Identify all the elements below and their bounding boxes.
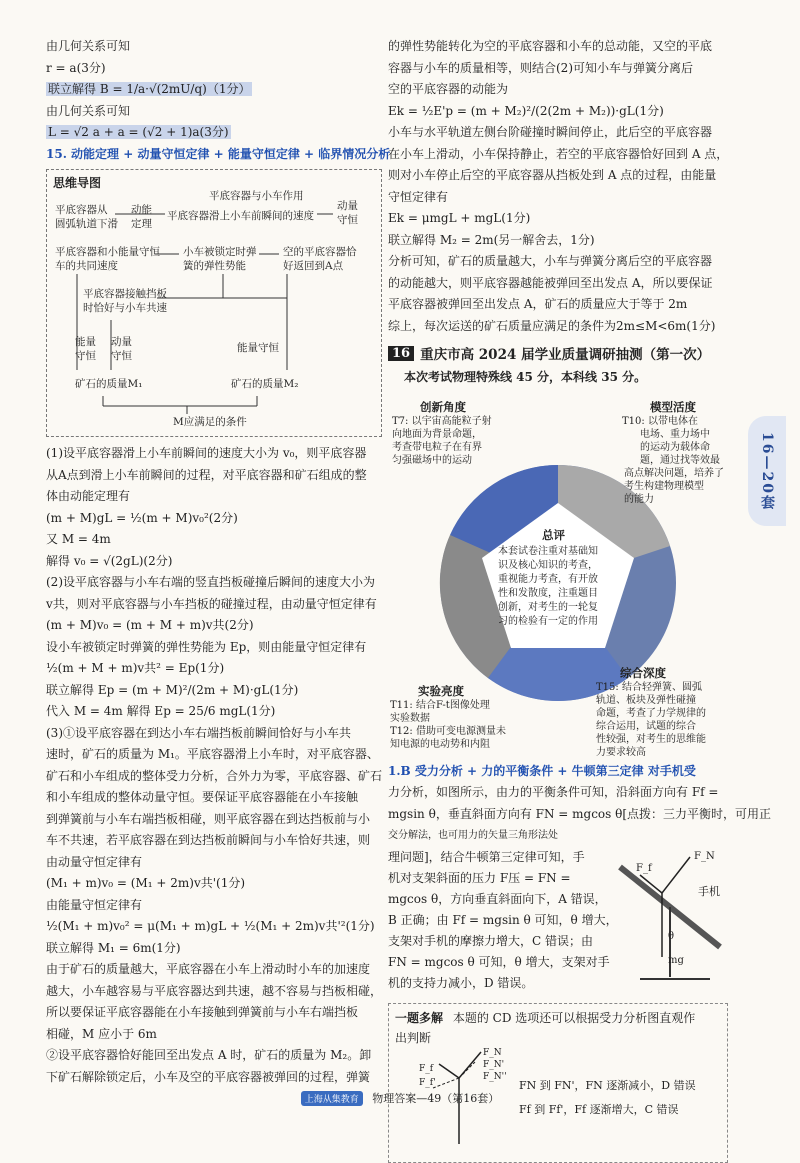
wheel-text: 习的检验有一定的作用 [498,615,598,627]
wheel-text: 电场、重力场中 [640,428,710,440]
wheel-text: 考生构建物理模型 [624,480,704,492]
mm-node: 守恒 [75,350,96,362]
text-line: 设小车被锁定时弹簧的弹性势能为 Ep，则由能量守恒定律有 [46,639,367,654]
alternative-solution-box [388,1003,728,1163]
wheel-text: 命题，考查了力学规律的 [596,707,706,719]
footer-text: 物理答案—49（第16套） [372,1092,500,1105]
text-line: 容器与小车的质量相等，则结合(2)可知小车与弹簧分离后 [388,60,694,75]
wheel-text: 性较强，对考生的思维能 [596,733,706,745]
mind-map-arrows [47,170,383,436]
equation: Ek = μmgL + mgL(1分) [388,211,531,225]
vec-label: F_f' [419,1077,436,1088]
wheel-text: 综合运用，试题的综合 [596,720,696,732]
mind-map-title: 思维导图 [53,176,102,190]
vec-label: F_N' [483,1059,505,1070]
equation: ½(M₁ + m)v₀² = μ(M₁ + m)gL + ½(M₁ + 2m)v共'²(1分) [46,919,375,933]
label-theta: θ [668,930,675,942]
text-line: (2)设平底容器与小车右端的竖直挡板碰撞后瞬间的速度大小为 [46,575,376,589]
text-line: 支架对手机的摩擦力增大，C 错误；由 [388,933,593,948]
mind-map [46,169,382,437]
wheel-text: 向地面为背景命题， [392,428,482,440]
wheel-text: 题，通过找等效最 [640,454,720,466]
label-ff: F_f [636,862,652,874]
left-column [46,36,391,1088]
tip-line: 交分解法，也可用力的矢量三角形法处 [388,830,558,841]
label-fn: F_N [694,850,715,862]
text-line: 机对支架斜面的压力 F压 = FN = [388,870,571,885]
text-line [46,122,382,144]
wheel-label-innovation: 创新角度 [420,399,466,414]
wheel-label-model: 模型活度 [650,399,696,414]
text-line: 从A点到滑上小车前瞬间的过程，对平底容器和矿石组成的整 [46,467,367,482]
mm-node: 平底容器和小能量守恒 [55,246,160,258]
text-line: (3)①设平底容器在到达小车右端挡板前瞬间恰好与小车共 [46,725,352,740]
text-line: 守恒定律有 [388,189,449,204]
text-line: 下矿石解除锁定后，小车及空的平底容器被弹回的过程，弹簧 [46,1069,371,1084]
wheel-text: 知电源的电动势和内阻 [390,738,490,750]
highlight-formula: 联立解得 B = 1/a·√(2mU/q)（1分） [48,82,251,96]
text-line: 在小车上滑动，小车保持静止，若空的平底容器恰好回到 A 点， [388,146,729,161]
mm-node: 动能 [131,204,152,216]
text-line: 相碰，M 应小于 6m [46,1026,157,1041]
text-line [46,79,382,101]
text-line: 由于矿石的质量越大，平底容器在小车上滑动时小车的加速度 [46,962,371,976]
publisher-logo: 上海从集教育 [301,1091,363,1106]
equation: 解得 v₀ = √(2gL)(2分) [46,553,173,568]
text-line: (1)设平底容器滑上小车前瞬间的速度大小为 v₀，则平底容器 [46,446,367,460]
text-line: ②设平底容器恰好能回至出发点 A 时，矿石的质量为 M₂。卸 [46,1048,372,1062]
text-line: 由动量守恒定律有 [46,854,143,869]
wheel-label-experiment: 实验亮度 [418,683,464,698]
wheel-text: 考查带电粒子在有界 [392,441,482,453]
mm-node: 矿石的质量M₁ [75,378,143,390]
text-line: 分析可知，矿石的质量越大，小车与弹簧分离后空的平底容器 [388,254,713,268]
answer-1-title: 1.B 受力分析 + 力的平衡条件 + 牛顿第三定律 对手机受 [388,763,696,778]
wheel-text: 轨道、板块及弹性碰撞 [596,694,696,706]
wheel-text: 本套试卷注重对基础知 [498,545,598,557]
text-line: 由几何关系可知 [46,103,131,118]
wheel-text: 的能力 [624,493,654,505]
text-line: 由几何关系可知 [46,39,131,53]
equation: 又 M = 4m [46,532,111,546]
equation: 代入 M = 4m 解得 Ep = 25/6 mgL(1分) [46,704,276,718]
wheel-text: 的运动为载体命 [640,441,710,453]
side-tab-label: 16—20套 [759,431,775,511]
wheel-text: T12: 借助可变电源测量未 [390,725,506,737]
wheel-text: 高点解决问题，培养了 [624,467,724,479]
mm-node: 动量 [111,336,132,348]
mm-node: 小车被锁定时弹 [183,246,257,258]
wheel-text: 实验数据 [390,712,430,724]
text-line: 矿石和小车组成的整体受力分析，合外力为零，平底容器、矿石 [46,768,383,783]
wheel-label-depth: 综合深度 [620,665,666,680]
mm-node: 矿石的质量M₂ [231,378,299,390]
text-line: 由能量守恒定律有 [46,897,143,912]
text-line: r = a(3分) [46,60,106,75]
text-line: 和小车组成的整体动量守恒。要保证平底容器能在小车接触 [46,790,359,804]
mm-node: 动量 [337,200,358,212]
label-phone: 手机 [698,884,720,898]
text-line: 体由动能定理有 [46,489,131,503]
wheel-text: T11: 结合F-t图像处理 [390,699,490,711]
conclusion-line: 综上，每次运送的矿石质量应满足的条件为2m≤M<6m(1分) [388,318,716,333]
text-line: 的动能越大，则平底容器越能被弹回至出发点 A，所以要保证 [388,275,713,290]
text-line: mgsin θ，垂直斜面方向有 FN = mgcos θ[点拨：三力平衡时，可用正 [388,806,772,821]
equation: Ek = ½E'p = (m + M₂)²/(2(2m + M₂))·gL(1分) [388,103,664,118]
mm-node: 守恒 [337,214,358,226]
section-subtitle: 本次考试物理特殊线 45 分，本科线 35 分。 [404,370,647,384]
vec-label: F_N [483,1047,502,1058]
text-line: 小车与水平轨道左侧台阶碰撞时瞬间停止，此后空的平底容器 [388,125,713,139]
mm-node: 平底容器滑上小车前瞬间的速度 [167,210,314,222]
text-line: 越大，小车越容易与平底容器达到共速，越不容易与挡板相碰， [46,983,383,998]
mm-node: 平底容器与小车作用 [209,190,304,202]
mm-node: 车的共同速度 [55,260,118,272]
q1-block [388,847,728,997]
mm-node: 守恒 [111,350,132,362]
equation: 联立解得 Ep = (m + M)²/(2m + M)·gL(1分) [46,682,299,697]
wheel-text: 匀强磁场中的运动 [392,454,472,466]
vec-label: F_f [419,1063,434,1074]
text-line: mgcos θ，方向垂直斜面向下，A 错误， [388,891,607,906]
equation: ½(m + M + m)v共² = Ep(1分) [46,661,225,675]
phone-force-diagram [610,847,730,987]
mm-node: 空的平底容器恰 [283,246,357,258]
alt-text: 出判断 [395,1030,432,1045]
review-wheel [388,393,728,761]
section-number: 16 [388,346,414,361]
section-title: 重庆市高 2024 届学业质量调研抽测（第一次） [420,347,711,363]
page-footer [0,1090,800,1106]
text-line: 则对小车停止后空的平底容器从挡板处到 A 点的过程，由能量 [388,168,717,182]
label-mg: mg [668,954,684,966]
question-15-title: 15. 动能定理 + 动量守恒定律 + 能量守恒定律 + 临界情况分析 [46,146,391,161]
vec-label: F_N'' [483,1071,507,1082]
mm-node: 平底容器从 [55,204,108,216]
side-tab [748,416,786,526]
section-header [388,343,728,363]
mm-node: 能量 [75,336,96,348]
text-line: 空的平底容器的动能为 [388,82,509,96]
text-line: 平底容器被弹回至出发点 A，矿石的质量应大于等于 2m [388,297,688,311]
equation: 联立解得 M₂ = 2m(另一解舍去，1分) [388,232,595,247]
equation: 联立解得 M₁ = 6m(1分) [46,940,181,955]
alt-title: 一题多解 [395,1010,444,1025]
alt-note: Ff 到 Ff'，Ff 逐渐增大，C 错误 [519,1102,679,1116]
text-line: FN = mgcos θ 可知，θ 增大，支架对手 [388,954,610,969]
equation: (m + M)gL = ½(m + M)v₀²(2分) [46,510,238,525]
wheel-label-summary: 总评 [542,527,565,542]
text-line: 车不共速，若平底容器在到达挡板前瞬间与小车恰好共速，则 [46,833,371,847]
wheel-text: T10: 以带电体在 [622,415,698,427]
text-line: 速时，矿石的质量为 M₁。平底容器滑上小车时，对平底容器、 [46,747,379,761]
equation: (M₁ + m)v₀ = (M₁ + 2m)v共'(1分) [46,876,246,890]
mm-node: 平底容器接触挡板 [83,288,167,300]
wheel-text: 识及核心知识的考查， [498,559,598,571]
text-line: 机的支持力减小，D 错误。 [388,975,534,990]
wheel-text: 力要求较高 [596,746,646,758]
mm-node: 簧的弹性势能 [183,260,246,272]
mm-node: M应满足的条件 [173,416,247,428]
wheel-text: T7: 以宇宙高能粒子射 [392,415,492,427]
text-line: 力分析，如图所示，由力的平衡条件可知，沿斜面方向有 Ff = [388,785,719,799]
mm-node: 时恰好与小车共速 [83,302,167,314]
highlight-formula: L = √2 a + a = (√2 + 1)a(3分) [48,125,229,139]
wheel-text: 创新，对考生的一轮复 [498,601,598,613]
text-line: B 正确；由 Ff = mgsin θ 可知，θ 增大， [388,912,618,927]
text-line: v共，则对平底容器与小车挡板的碰撞过程，由动量守恒定律有 [46,596,377,611]
mm-node: 圆弧轨道下滑 [55,218,118,230]
text-line: 的弹性势能转化为空的平底容器和小车的总动能，又空的平底 [388,39,713,53]
equation: (m + M)v₀ = (m + M + m)v共(2分) [46,618,254,632]
text-line: 理问题]，结合牛顿第三定律可知，手 [388,849,585,864]
text-line: 到弹簧前与小车右端挡板相碰，则平底容器在到达挡板前与小 [46,811,371,826]
alt-text: 本题的 CD 选项还可以根据受力分析图直观作 [452,1010,696,1025]
mm-node: 能量守恒 [237,342,279,354]
wheel-text: 重视能力考查，有开放 [498,573,598,585]
wheel-text: T15: 结合轻弹簧、圆弧 [596,681,702,693]
mm-node: 定理 [131,218,152,230]
text-line: 所以要保证平底容器能在小车接触到弹簧前与小车右端挡板 [46,1005,359,1019]
wheel-text: 性和发散度，注重题目 [498,587,598,599]
alt-title-line [395,1008,721,1028]
alt-note: FN 到 FN'，FN 逐渐减小，D 错误 [519,1078,696,1092]
mm-node: 好返回到A点 [283,260,344,272]
